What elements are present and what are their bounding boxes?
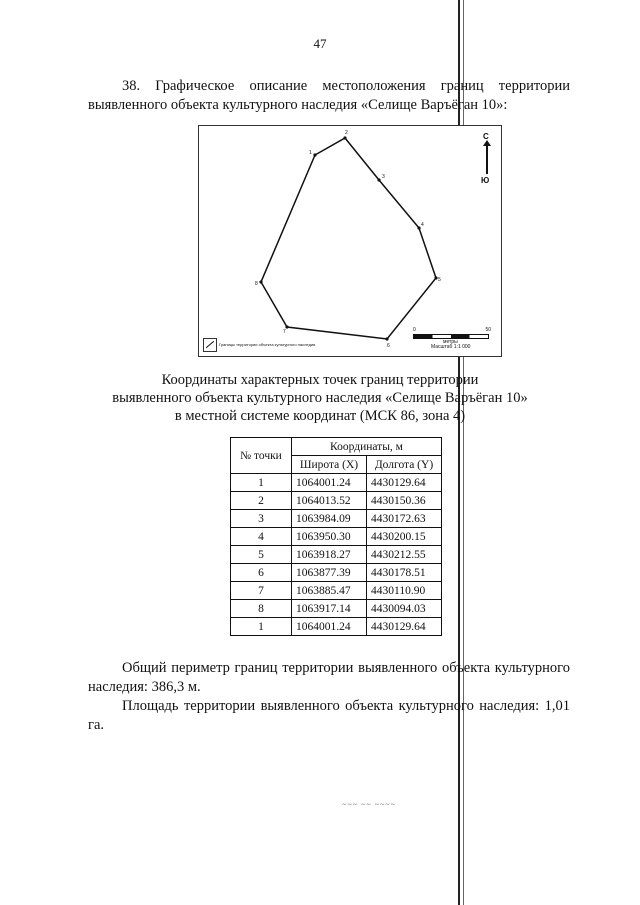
map-legend <box>203 338 383 352</box>
south-label: Ю <box>481 176 490 185</box>
point-number-cell: 2 <box>231 492 292 510</box>
table-row <box>231 564 442 582</box>
page-number: 47 <box>313 36 327 51</box>
boundary-polygon <box>261 138 436 339</box>
vertex-7-marker <box>285 325 288 328</box>
longitude-cell: 4430178.51 <box>367 564 442 582</box>
col-header-longitude: Долгота (Y) <box>367 456 442 474</box>
point-number-cell: 7 <box>231 582 292 600</box>
coordinates-table <box>230 437 442 636</box>
handwritten-mark: ~~~ ~~ ~~~~ <box>342 800 396 809</box>
scale-unit-label: метры <box>443 339 458 345</box>
coordinates-title-line: в местной системе координат (МСК 86, зона 4) <box>174 408 466 424</box>
table-row <box>231 582 442 600</box>
col-header-point-number: № точки <box>231 438 292 474</box>
table-row <box>231 510 442 528</box>
table-row <box>231 546 442 564</box>
point-number-cell: 3 <box>231 510 292 528</box>
boundary-polygon-group <box>261 138 436 339</box>
longitude-cell: 4430094.03 <box>367 600 442 618</box>
table-row <box>231 528 442 546</box>
vertex-label-3: 3 <box>382 174 385 180</box>
vertex-label-7: 7 <box>283 329 286 335</box>
col-header-latitude: Широта (X) <box>292 456 367 474</box>
boundary-line-legend-icon <box>203 338 217 352</box>
vertex-3-marker <box>377 178 380 181</box>
boundary-map <box>198 125 502 357</box>
scale-bar <box>413 328 493 350</box>
point-number-cell: 6 <box>231 564 292 582</box>
coordinates-table-body <box>231 474 442 636</box>
perimeter-paragraph: Общий периметр границ территории выявленного объекта культурного наследия: 386,3 м. <box>88 660 570 695</box>
vertex-label-8: 8 <box>255 281 258 287</box>
vertex-label-5: 5 <box>438 277 441 283</box>
longitude-cell: 4430172.63 <box>367 510 442 528</box>
vertex-labels <box>255 130 441 349</box>
longitude-cell: 4430110.90 <box>367 582 442 600</box>
point-number-cell: 5 <box>231 546 292 564</box>
vertex-6-marker <box>385 337 388 340</box>
area-paragraph: Площадь территории выявленного объекта культурного наследия: 1,01 га. <box>88 698 570 733</box>
latitude-cell: 1063918.27 <box>292 546 367 564</box>
col-header-coordinates: Координаты, м <box>292 438 442 456</box>
vertex-1-marker <box>313 153 316 156</box>
latitude-cell: 1063885.47 <box>292 582 367 600</box>
legend-text: Границы территории объекта культурного наследия <box>219 342 316 347</box>
scale-start-label: 0 <box>413 327 416 333</box>
table-row <box>231 492 442 510</box>
latitude-cell: 1063984.09 <box>292 510 367 528</box>
latitude-cell: 1064001.24 <box>292 474 367 492</box>
vertex-label-2: 2 <box>345 130 348 136</box>
vertex-label-1: 1 <box>309 150 312 156</box>
table-row <box>231 600 442 618</box>
coordinates-title-line: Координаты характерных точек границ территории <box>161 372 479 388</box>
north-label: С <box>483 132 489 141</box>
longitude-cell: 4430129.64 <box>367 618 442 636</box>
longitude-cell: 4430212.55 <box>367 546 442 564</box>
point-number-cell: 8 <box>231 600 292 618</box>
boundary-polygon-svg <box>199 126 501 356</box>
vertex-label-4: 4 <box>421 222 424 228</box>
point-number-cell: 1 <box>231 474 292 492</box>
latitude-cell: 1063877.39 <box>292 564 367 582</box>
vertex-2-marker <box>343 136 346 139</box>
scale-ratio-label: Масштаб 1:1 000 <box>431 344 471 350</box>
scale-end-label: 50 <box>485 327 491 333</box>
table-row <box>231 618 442 636</box>
point-number-cell: 1 <box>231 618 292 636</box>
coordinates-title <box>0 371 640 425</box>
section-heading: 38. Графическое описание местоположения границ территории выявленного объекта культурного наследия «Селище Варъёган 10»: <box>88 78 570 113</box>
latitude-cell: 1064001.24 <box>292 618 367 636</box>
vertex-label-6: 6 <box>387 343 390 349</box>
north-arrow-icon <box>486 144 488 174</box>
longitude-cell: 4430129.64 <box>367 474 442 492</box>
longitude-cell: 4430200.15 <box>367 528 442 546</box>
latitude-cell: 1063950.30 <box>292 528 367 546</box>
latitude-cell: 1064013.52 <box>292 492 367 510</box>
vertex-8-marker <box>259 280 262 283</box>
point-number-cell: 4 <box>231 528 292 546</box>
latitude-cell: 1063917.14 <box>292 600 367 618</box>
coordinates-title-line: выявленного объекта культурного наследия «Селище Варъёган 10» <box>112 390 528 406</box>
table-row <box>231 474 442 492</box>
north-arrow <box>481 132 495 185</box>
longitude-cell: 4430150.36 <box>367 492 442 510</box>
